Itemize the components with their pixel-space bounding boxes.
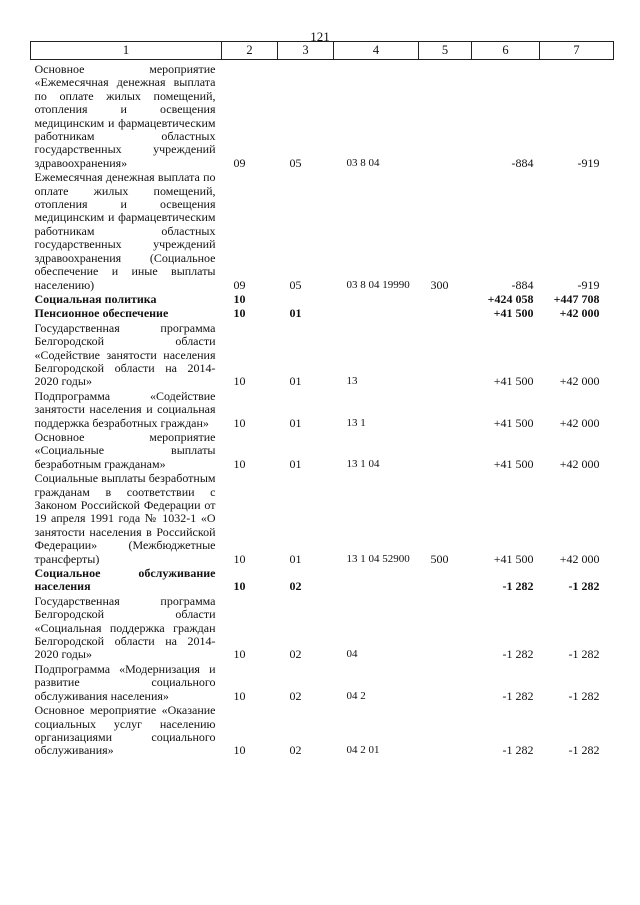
row-amount-col7: +42 000 bbox=[559, 415, 600, 430]
row-expense-type bbox=[419, 594, 472, 662]
row-target-article bbox=[334, 306, 419, 320]
row-subsection-code: 02 bbox=[289, 579, 302, 594]
row-subsection-code bbox=[278, 292, 334, 306]
row-amount-col6: -884 bbox=[511, 277, 534, 292]
row-name: Государственная программа Белгородской области «Содействие занятости населения Белгородской области на 2014-2020 годы» bbox=[34, 320, 216, 389]
row-section-code: 10 bbox=[233, 291, 246, 306]
row-target-article: 13 1 bbox=[346, 416, 366, 429]
row-amount-col6: +41 500 bbox=[493, 456, 534, 471]
row-section-code: 10 bbox=[233, 579, 246, 594]
row-amount-col6: +41 500 bbox=[493, 415, 534, 430]
row-subsection-code: 05 bbox=[289, 155, 302, 170]
row-section-code: 10 bbox=[233, 688, 246, 703]
row-expense-type: 300 bbox=[430, 277, 449, 292]
row-amount-col7: -919 bbox=[577, 155, 600, 170]
row-expense-type bbox=[419, 292, 472, 306]
row-subsection-code: 01 bbox=[289, 551, 302, 566]
table-row bbox=[31, 60, 614, 171]
row-section-code: 10 bbox=[233, 415, 246, 430]
row-expense-type bbox=[419, 321, 472, 389]
row-amount-col6: -1 282 bbox=[502, 647, 534, 662]
table-body bbox=[31, 60, 614, 758]
row-expense-type bbox=[419, 306, 472, 320]
table-row bbox=[31, 566, 614, 594]
table-row bbox=[31, 594, 614, 662]
row-expense-type bbox=[419, 703, 472, 758]
row-name: Ежемесячная денежная выплата по оплате жилых помещений, отопления и освещения медицинским и фармацевтическим работникам областных государственных учреждений здравоохранения (Социальное обеспечение и иные выплаты населению) bbox=[34, 170, 216, 292]
row-amount-col7: -1 282 bbox=[568, 688, 600, 703]
row-expense-type bbox=[419, 430, 472, 471]
row-target-article: 04 bbox=[346, 648, 358, 661]
row-amount-col7: -919 bbox=[577, 277, 600, 292]
row-section-code: 10 bbox=[233, 647, 246, 662]
row-target-article bbox=[334, 566, 419, 594]
row-section-code: 10 bbox=[233, 743, 246, 758]
row-name: Основное мероприятие «Оказание социальных услуг населению организациями социального обслуживания» bbox=[34, 703, 216, 758]
row-name: Подпрограмма «Модернизация и развитие социального обслуживания населения» bbox=[34, 661, 216, 703]
row-amount-col6: +424 058 bbox=[487, 291, 534, 306]
header-col-4: 4 bbox=[334, 42, 419, 60]
row-expense-type bbox=[419, 566, 472, 594]
row-section-code: 09 bbox=[233, 277, 246, 292]
row-expense-type bbox=[419, 60, 472, 171]
row-amount-col7: +42 000 bbox=[559, 374, 600, 389]
row-subsection-code: 01 bbox=[289, 374, 302, 389]
row-subsection-code: 01 bbox=[289, 456, 302, 471]
header-col-6: 6 bbox=[472, 42, 540, 60]
table-header bbox=[31, 42, 614, 60]
header-col-3: 3 bbox=[278, 42, 334, 60]
row-amount-col7: -1 282 bbox=[568, 579, 600, 594]
row-name: Основное мероприятие «Ежемесячная денежная выплата по оплате жилых помещений, отопления и освещения медицинским и фармацевтическим работникам областных государственных учреждений здравоохранения» bbox=[34, 62, 216, 170]
budget-table bbox=[30, 41, 614, 758]
row-name: Государственная программа Белгородской области «Социальная поддержка граждан Белгородской области на 2014-2020 годы» bbox=[34, 593, 216, 662]
row-amount-col6: -1 282 bbox=[502, 688, 534, 703]
row-amount-col6: +41 500 bbox=[493, 551, 534, 566]
row-amount-col6: +41 500 bbox=[493, 306, 534, 321]
row-target-article: 13 bbox=[346, 375, 358, 388]
row-subsection-code: 01 bbox=[289, 306, 302, 321]
row-amount-col6: -1 282 bbox=[502, 579, 534, 594]
row-subsection-code: 01 bbox=[289, 415, 302, 430]
header-col-5: 5 bbox=[419, 42, 472, 60]
row-amount-col6: +41 500 bbox=[493, 374, 534, 389]
row-subsection-code: 02 bbox=[289, 688, 302, 703]
row-name: Социальная политика bbox=[34, 291, 157, 306]
row-name: Социальное обслуживание населения bbox=[34, 566, 216, 594]
row-amount-col7: +42 000 bbox=[559, 456, 600, 471]
row-amount-col6: -1 282 bbox=[502, 743, 534, 758]
row-subsection-code: 02 bbox=[289, 743, 302, 758]
row-target-article: 13 1 04 bbox=[346, 457, 380, 470]
table-row bbox=[31, 321, 614, 389]
row-section-code: 10 bbox=[233, 306, 246, 321]
row-expense-type: 500 bbox=[430, 551, 449, 566]
table-row bbox=[31, 170, 614, 292]
row-section-code: 10 bbox=[233, 456, 246, 471]
table-row bbox=[31, 471, 614, 566]
page-number: 121 bbox=[310, 29, 330, 44]
row-subsection-code: 05 bbox=[289, 277, 302, 292]
table-row bbox=[31, 703, 614, 758]
header-col-7: 7 bbox=[540, 42, 614, 60]
row-amount-col7: -1 282 bbox=[568, 647, 600, 662]
header-col-2: 2 bbox=[222, 42, 278, 60]
row-target-article: 03 8 04 19990 bbox=[346, 278, 410, 291]
row-amount-col7: -1 282 bbox=[568, 743, 600, 758]
row-name: Социальные выплаты безработным гражданам в соответствии с Законом Российской Федерации от 19 апреля 1991 года № 1032-1 «О занятости населения в Российской Федерации» (Межбюджетные трансферты) bbox=[34, 471, 216, 566]
row-subsection-code: 02 bbox=[289, 647, 302, 662]
row-section-code: 09 bbox=[233, 155, 246, 170]
row-name: Пенсионное обеспечение bbox=[34, 306, 169, 321]
row-name: Подпрограмма «Содействие занятости населения и социальная поддержка безработных граждан» bbox=[34, 388, 216, 430]
table-row bbox=[31, 662, 614, 703]
row-section-code: 10 bbox=[233, 551, 246, 566]
table-row bbox=[31, 292, 614, 306]
row-target-article: 04 2 01 bbox=[346, 744, 380, 757]
row-name: Основное мероприятие «Социальные выплаты безработным гражданам» bbox=[34, 429, 216, 471]
row-expense-type bbox=[419, 389, 472, 430]
row-section-code: 10 bbox=[233, 374, 246, 389]
row-target-article bbox=[334, 292, 419, 306]
row-amount-col7: +42 000 bbox=[559, 306, 600, 321]
row-amount-col7: +447 708 bbox=[553, 291, 600, 306]
row-target-article: 04 2 bbox=[346, 689, 366, 702]
row-amount-col7: +42 000 bbox=[559, 551, 600, 566]
header-col-1: 1 bbox=[31, 42, 222, 60]
row-target-article: 03 8 04 bbox=[346, 156, 380, 169]
table-row bbox=[31, 430, 614, 471]
row-amount-col6: -884 bbox=[511, 155, 534, 170]
table-row bbox=[31, 389, 614, 430]
row-target-article: 13 1 04 52900 bbox=[346, 552, 410, 565]
table-row bbox=[31, 306, 614, 320]
row-expense-type bbox=[419, 662, 472, 703]
